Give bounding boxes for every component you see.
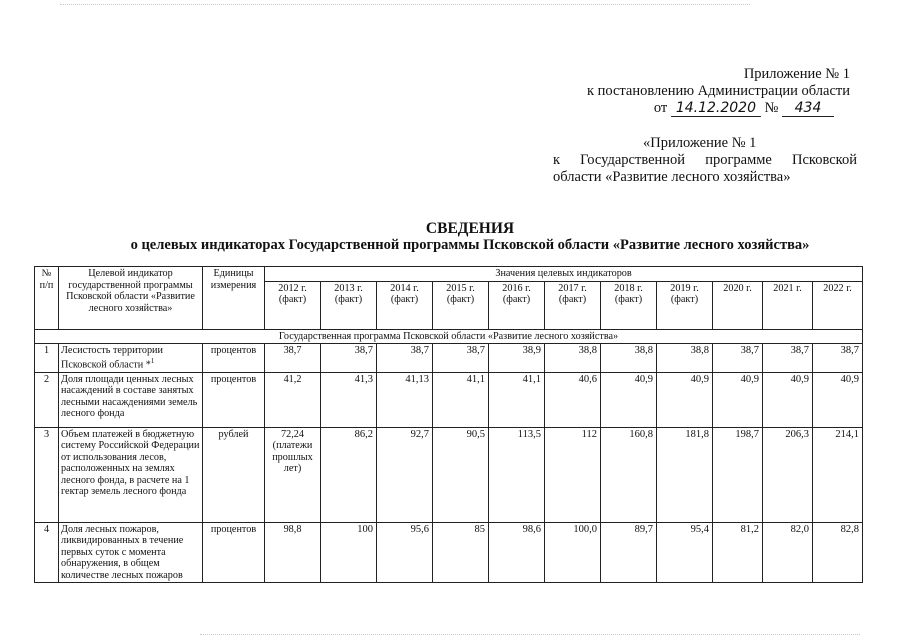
row-value: 41,1 xyxy=(433,372,489,427)
row-num: 1 xyxy=(35,343,59,372)
header-values-group: Значения целевых индикаторов xyxy=(265,267,863,282)
row-value: 38,8 xyxy=(601,343,657,372)
row-value: 38,7 xyxy=(433,343,489,372)
row-value: 86,2 xyxy=(321,427,377,522)
row-value: 38,7 xyxy=(377,343,433,372)
row-value: 206,3 xyxy=(763,427,813,522)
row-value: 113,5 xyxy=(489,427,545,522)
program-appendix-title: «Приложение № 1 xyxy=(643,135,757,151)
row-num: 4 xyxy=(35,522,59,583)
header-year: 2013 г. (факт) xyxy=(321,281,377,329)
row-value: 160,8 xyxy=(601,427,657,522)
indicators-table xyxy=(34,266,863,583)
header-year: 2019 г. (факт) xyxy=(657,281,713,329)
header-indicator: Целевой индикатор государственной программы Псковской области «Развитие лесного хозяйства» xyxy=(59,267,203,330)
row-unit: процентов xyxy=(203,522,265,583)
row-value: 89,7 xyxy=(601,522,657,583)
row-value: 41,2 xyxy=(265,372,321,427)
appendix-title: Приложение № 1 xyxy=(743,66,850,82)
row-num: 2 xyxy=(35,372,59,427)
program-appendix-ref: к Государственной программе Псковской xyxy=(553,152,857,168)
row-value: 198,7 xyxy=(713,427,763,522)
program-row-label: Государственная программа Псковской области «Развитие лесного хозяйства» xyxy=(35,329,863,343)
handwritten-number: 434 xyxy=(782,101,834,117)
scan-edge-bottom xyxy=(200,634,860,636)
row-value: 38,7 xyxy=(265,343,321,372)
row-indicator-name: Объем платежей в бюджетную систему Российской Федерации от использования лесов, расположенных на землях лесного фонда, в расчете на 1 гектар земель лесного фонда xyxy=(59,427,203,522)
row-value-with-note xyxy=(265,427,321,522)
row-value: 112 xyxy=(545,427,601,522)
footnote-mark: 1 xyxy=(150,357,155,365)
row-value: 72,24 xyxy=(281,428,304,440)
row-value: 40,9 xyxy=(713,372,763,427)
row-value: 98,8 xyxy=(265,522,321,583)
row-value: 100,0 xyxy=(545,522,601,583)
row-value: 40,9 xyxy=(813,372,863,427)
table-row xyxy=(35,427,863,522)
program-appendix-name: области «Развитие лесного хозяйства» xyxy=(553,169,791,185)
appendix-block-program xyxy=(553,135,857,186)
document-title: СВЕДЕНИЯ xyxy=(425,220,515,237)
row-value: 41,1 xyxy=(489,372,545,427)
row-value: 38,7 xyxy=(763,343,813,372)
row-value: 95,4 xyxy=(657,522,713,583)
document-subtitle: о целевых индикаторах Государственной программы Псковской области «Развитие лесного хозяйства» xyxy=(130,237,810,253)
program-row xyxy=(35,329,863,343)
header-year: 2012 г. (факт) xyxy=(265,281,321,329)
row-value: 85 xyxy=(433,522,489,583)
header-year: 2014 г. (факт) xyxy=(377,281,433,329)
header-year: 2015 г. (факт) xyxy=(433,281,489,329)
row-value: 38,9 xyxy=(489,343,545,372)
row-unit: процентов xyxy=(203,372,265,427)
row-value: 38,8 xyxy=(545,343,601,372)
header-year: 2016 г. (факт) xyxy=(489,281,545,329)
row-unit: процентов xyxy=(203,343,265,372)
appendix-decree-ref: к постановлению Администрации области xyxy=(586,83,850,99)
header-year: 2018 г. (факт) xyxy=(601,281,657,329)
row-value-note: (платежи прошлых лет) xyxy=(272,440,313,475)
row-indicator-name: Доля площади ценных лесных насаждений в составе занятых лесными насаждениями земель лесного фонда xyxy=(59,372,203,427)
header-num: № п/п xyxy=(35,267,59,330)
table-row xyxy=(35,522,863,583)
header-year: 2021 г. xyxy=(763,281,813,329)
row-indicator-name: Доля лесных пожаров, ликвидированных в течение первых суток с момента обнаружения, в общем количестве лесных пожаров xyxy=(59,522,203,583)
row-indicator-name xyxy=(59,343,203,372)
date-prefix: от xyxy=(653,100,668,116)
header-year: 2017 г. (факт) xyxy=(545,281,601,329)
header-unit: Единицы измерения xyxy=(203,267,265,330)
row-value: 40,9 xyxy=(763,372,813,427)
row-value: 98,6 xyxy=(489,522,545,583)
row-value: 214,1 xyxy=(813,427,863,522)
document-title-block xyxy=(80,220,860,254)
table-row xyxy=(35,372,863,427)
row-value: 95,6 xyxy=(377,522,433,583)
row-value: 38,7 xyxy=(713,343,763,372)
header-year: 2022 г. xyxy=(813,281,863,329)
appendix-date-line xyxy=(560,100,850,117)
row-value: 38,8 xyxy=(657,343,713,372)
appendix-block-decree xyxy=(560,66,850,117)
table-row xyxy=(35,343,863,372)
row-value: 100 xyxy=(321,522,377,583)
row-num: 3 xyxy=(35,427,59,522)
row-value: 40,9 xyxy=(657,372,713,427)
scan-edge-top xyxy=(60,4,750,6)
handwritten-date: 14.12.2020 xyxy=(671,101,761,117)
row-value: 90,5 xyxy=(433,427,489,522)
number-prefix: № xyxy=(764,100,779,116)
row-value: 82,8 xyxy=(813,522,863,583)
header-year: 2020 г. xyxy=(713,281,763,329)
row-value: 41,3 xyxy=(321,372,377,427)
row-value: 38,7 xyxy=(813,343,863,372)
row-value: 40,6 xyxy=(545,372,601,427)
row-value: 38,7 xyxy=(321,343,377,372)
row-indicator-text: Лесистость территории Псковской области * xyxy=(61,344,163,371)
row-value: 181,8 xyxy=(657,427,713,522)
row-unit: рублей xyxy=(203,427,265,522)
row-value: 92,7 xyxy=(377,427,433,522)
row-value: 41,13 xyxy=(377,372,433,427)
row-value: 81,2 xyxy=(713,522,763,583)
row-value: 82,0 xyxy=(763,522,813,583)
header-row-group xyxy=(35,267,863,282)
row-value: 40,9 xyxy=(601,372,657,427)
